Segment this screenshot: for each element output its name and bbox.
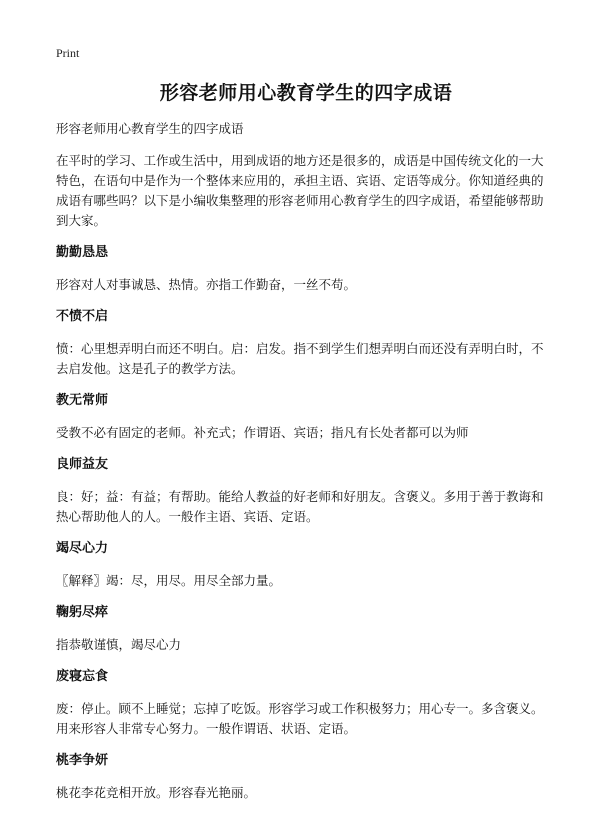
- idiom-entry: [56, 539, 546, 591]
- idiom-heading: 良师益友: [56, 457, 109, 472]
- idiom-heading: 竭尽心力: [56, 541, 109, 556]
- print-link[interactable]: Print: [56, 46, 80, 60]
- idiom-definition: 桃花李花竞相开放。形容春光艳丽。: [56, 785, 257, 800]
- idiom-heading: 废寝忘食: [56, 669, 109, 684]
- idiom-entry: [56, 307, 546, 379]
- idiom-entry: [56, 455, 546, 527]
- idiom-heading: 鞠躬尽瘁: [56, 605, 109, 620]
- idiom-heading: 教无常师: [56, 393, 109, 408]
- intro-paragraph: 在平时的学习、工作或生活中，用到成语的地方还是很多的，成语是中国传统文化的一大特色，在语句中是作为一个整体来应用的，承担主语、宾语、定语等成分。你知道经典的成语有哪些吗？以下是小编收集整理的形容老师用心教育学生的四字成语，希望能够帮助到大家。: [56, 153, 544, 228]
- idiom-entry: [56, 391, 546, 443]
- idiom-definition: 〖解释〗竭：尽，用尽。用尽全部力量。: [56, 573, 282, 588]
- idiom-entry: [56, 667, 546, 739]
- idiom-definition: 受教不必有固定的老师。补充式；作谓语、宾语；指凡有长处者都可以为师: [56, 425, 469, 440]
- idiom-definition: 愤：心里想弄明白而还不明白。启：启发。指不到学生们想弄明白而还没有弄明白时，不去启发他。这是孔子的教学方法。: [56, 341, 544, 376]
- article-content: [56, 119, 546, 815]
- article-subtitle: 形容老师用心教育学生的四字成语: [56, 121, 244, 136]
- idiom-heading: 桃李争妍: [56, 753, 109, 768]
- idiom-entry: [56, 243, 546, 295]
- idiom-heading: 不愤不启: [56, 309, 109, 324]
- idiom-entry: [56, 603, 546, 655]
- idiom-definition: 形容对人对事诚恳、热情。亦指工作勤奋，一丝不苟。: [56, 277, 357, 292]
- idiom-entry: [56, 751, 546, 803]
- idiom-definition: 良：好；益：有益；有帮助。能给人教益的好老师和好朋友。含褒义。多用于善于教诲和热心帮助他人的人。一般作主语、宾语、定语。: [56, 489, 544, 524]
- page-title: 形容老师用心教育学生的四字成语: [159, 82, 453, 104]
- idiom-definition: 废：停止。顾不上睡觉；忘掉了吃饭。形容学习或工作积极努力；用心专一。多含褒义。用来形容人非常专心努力。一般作谓语、状语、定语。: [56, 701, 544, 736]
- idiom-definition: 指恭敬谨慎，竭尽心力: [56, 637, 182, 652]
- idiom-heading: 勤勤恳恳: [56, 245, 109, 260]
